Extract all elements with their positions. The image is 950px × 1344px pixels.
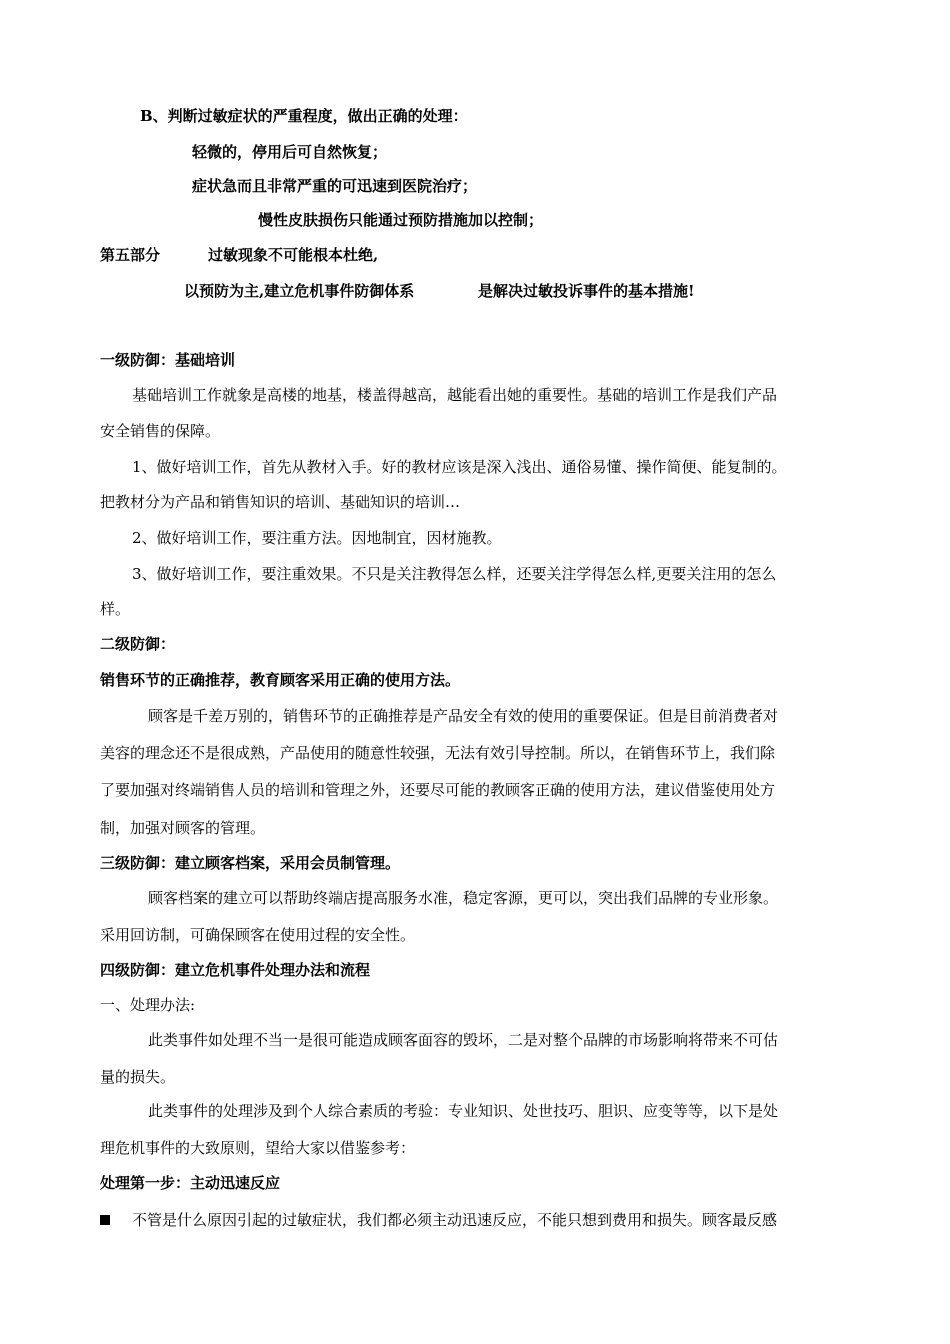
bullet-text: 不管是什么原因引起的过敏症状，我们都必须主动迅速反应，不能只想到费用和损失。顾客最反感 — [132, 1211, 778, 1229]
level1-item1-line2: 把教材分为产品和销售知识的培训、基础知识的培训… — [100, 493, 461, 511]
level4-para1-line2: 量的损失。 — [100, 1068, 176, 1086]
part5-label: 第五部分 — [100, 246, 161, 264]
level1-heading: 一级防御：基础培训 — [100, 351, 236, 369]
level2-para-line2: 美容的理念还不是很成熟，产品使用的随意性较强，无法有效引导控制。所以，在销售环节上，我们除 — [100, 744, 776, 762]
bullet-item — [100, 1210, 777, 1230]
level4-para2-line1: 此类事件的处理涉及到个人综合素质的考验：专业知识、处世技巧、胆识、应变等等，以下是处 — [148, 1102, 779, 1120]
severity-heading: B、判断过敏症状的严重程度，做出正确的处理： — [140, 107, 468, 125]
level3-para-line2: 采用回访制，可确保顾客在使用过程的安全性。 — [100, 926, 416, 944]
step1-heading: 处理第一步：主动迅速反应 — [100, 1174, 281, 1192]
level2-para-line1: 顾客是千差万别的，销售环节的正确推荐是产品安全有效的使用的重要保证。但是目前消费者对 — [148, 707, 779, 725]
level1-item2: 2、做好培训工作，要注重方法。因地制宜，因材施教。 — [132, 529, 502, 547]
level1-item3-line1: 3、做好培训工作，要注重效果。不只是关注教得怎么样，还要关注学得怎么样,更要关注用的怎么 — [132, 565, 777, 583]
level3-heading: 三级防御：建立顾客档案，采用会员制管理。 — [100, 854, 401, 872]
square-bullet-icon — [100, 1215, 110, 1225]
level4-heading: 四级防御：建立危机事件处理办法和流程 — [100, 961, 371, 979]
level4-method-heading: 一、处理办法: — [100, 996, 196, 1014]
level3-para-line1: 顾客档案的建立可以帮助终端店提高服务水准，稳定客源，更可以，突出我们品牌的专业形象。 — [148, 889, 779, 907]
level4-para2-line2: 理危机事件的大致原则，望给大家以借鉴参考： — [100, 1139, 416, 1157]
level2-subheading: 销售环节的正确推荐，教育顾客采用正确的使用方法。 — [100, 671, 461, 689]
level1-item1-line1: 1、做好培训工作，首先从教材入手。好的教材应该是深入浅出、通俗易懂、操作简便、能复制的。 — [132, 458, 787, 476]
chronic-case-line: 慢性皮肤损伤只能通过预防措施加以控制； — [258, 211, 544, 229]
part5-title-line1: 过敏现象不可能根本杜绝, — [208, 246, 379, 264]
level2-para-line3: 了要加强对终端销售人员的培训和管理之外，还要尽可能的教顾客正确的使用方法，建议借鉴使用处方 — [100, 781, 776, 799]
level2-para-line4: 制，加强对顾客的管理。 — [100, 819, 266, 837]
level1-item3-line2: 样。 — [100, 600, 131, 618]
mild-case-line: 轻微的，停用后可自然恢复； — [192, 143, 388, 161]
severe-case-line: 症状急而且非常严重的可迅速到医院治疗； — [192, 177, 478, 195]
level4-para1-line1: 此类事件如处理不当一是很可能造成顾客面容的毁坏，二是对整个品牌的市场影响将带来不可估 — [148, 1031, 779, 1049]
part5-title-line2b: 是解决过敏投诉事件的基本措施! — [478, 282, 695, 300]
level1-intro-line1: 基础培训工作就象是高楼的地基，楼盖得越高，越能看出她的重要性。基础的培训工作是我们产品 — [132, 386, 778, 404]
level2-heading: 二级防御： — [100, 635, 176, 653]
part5-title-line2a: 以预防为主,建立危机事件防御体系 — [184, 282, 415, 300]
level1-intro-line2: 安全销售的保障。 — [100, 422, 221, 440]
